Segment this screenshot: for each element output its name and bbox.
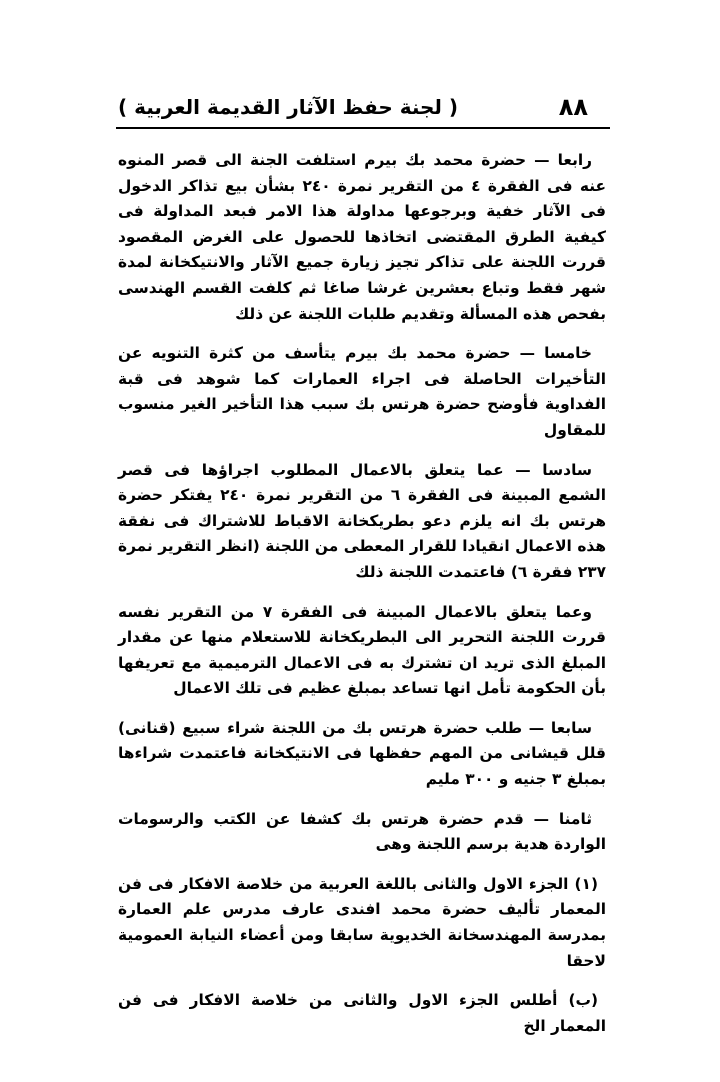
paragraph-fifth: خامسا — حضرة محمد بك بيرم يتأسف من كثرة التنويه عن التأخيرات الحاصلة فى اجراء العمارات كما شوهد فى قبة الفداوية فأوضح حضرة هرتس بك سبب هذا التأخير الغير منسوب للمقاول bbox=[118, 344, 606, 439]
header-rule bbox=[116, 127, 610, 129]
list-item-b: (ب) أطلس الجزء الاول والثانى من خلاصة الافكار فى فن المعمار الخ bbox=[118, 991, 606, 1035]
list-item-a: (١) الجزء الاول والثانى باللغة العربية من خلاصة الافكار فى فن المعمار تأليف حضرة محمد افندى عارف مدرس علم العمارة بمدرسة المهندسخانة الخديوية سابقا ومن أعضاء النيابة العمومية لاحقا bbox=[118, 874, 606, 970]
paragraph-sixth: سادسا — عما يتعلق بالاعمال المطلوب اجراؤها فى قصر الشمع المبينة فى الفقرة ٦ من التقرير نمرة ٢٤٠ يفتكر حضرة هرتس بك انه يلزم دعو بطريكخانة الاقباط للاشتراك فى نفقة هذه الاعمال انقيادا للقرار المعطى من اللجنة (انظر التقرير نمرة ٢٣٧ فقرة ٦) فاعتمدت اللجنة ذلك bbox=[118, 460, 606, 581]
paragraph-sixth-continued: وعما يتعلق بالاعمال المبينة فى الفقرة ٧ من التقرير نفسه قررت اللجنة التحرير الى البطريكخانة للاستعلام منها عن مقدار المبلغ الذى تريد ان تشترك به فى الاعمال الترميمية مع تعريفها بأن الحكومة تأمل انها تساعد بمبلغ عظيم فى تلك الاعمال bbox=[118, 602, 606, 698]
page-number: ٨٨ bbox=[558, 93, 588, 121]
page-header bbox=[118, 90, 588, 124]
page-body bbox=[118, 148, 606, 1039]
paragraph-fourth: رابعا — حضرة محمد بك بيرم استلفت الجنة الى قصر المنوه عنه فى الفقرة ٤ من التقرير نمرة ٢٤٠ بشأن بيع تذاكر الدخول فى الآثار خفية وبرجوعها مداولة هذا الامر فبعد المداولة فى كيفية الطرق المقتضى اتخاذها للحصول على الغرض المقصود قررت اللجنة على تذاكر تجيز زيارة جميع الآثار والانتيكخانة لمدة شهر فقط وتباع بعشرين غرشا صاغا ثم كلفت القسم الهندسى بفحص هذه المسألة وتقديم طلبات اللجنة عن ذلك bbox=[118, 151, 606, 323]
paragraph-seventh: سابعا — طلب حضرة هرتس بك من اللجنة شراء سبيع (قنانى) قلل قيشانى من المهم حفظها فى الانتيكخانة فاعتمدت شراءها بمبلغ ٣ جنيه و ٣٠٠ مليم bbox=[118, 718, 606, 789]
paragraph-eighth: ثامنا — قدم حضرة هرتس بك كشفا عن الكتب والرسومات الواردة هدية برسم اللجنة وهى bbox=[118, 809, 606, 854]
running-title: ( لجنة حفظ الآثار القديمة العربية ) bbox=[118, 95, 459, 119]
